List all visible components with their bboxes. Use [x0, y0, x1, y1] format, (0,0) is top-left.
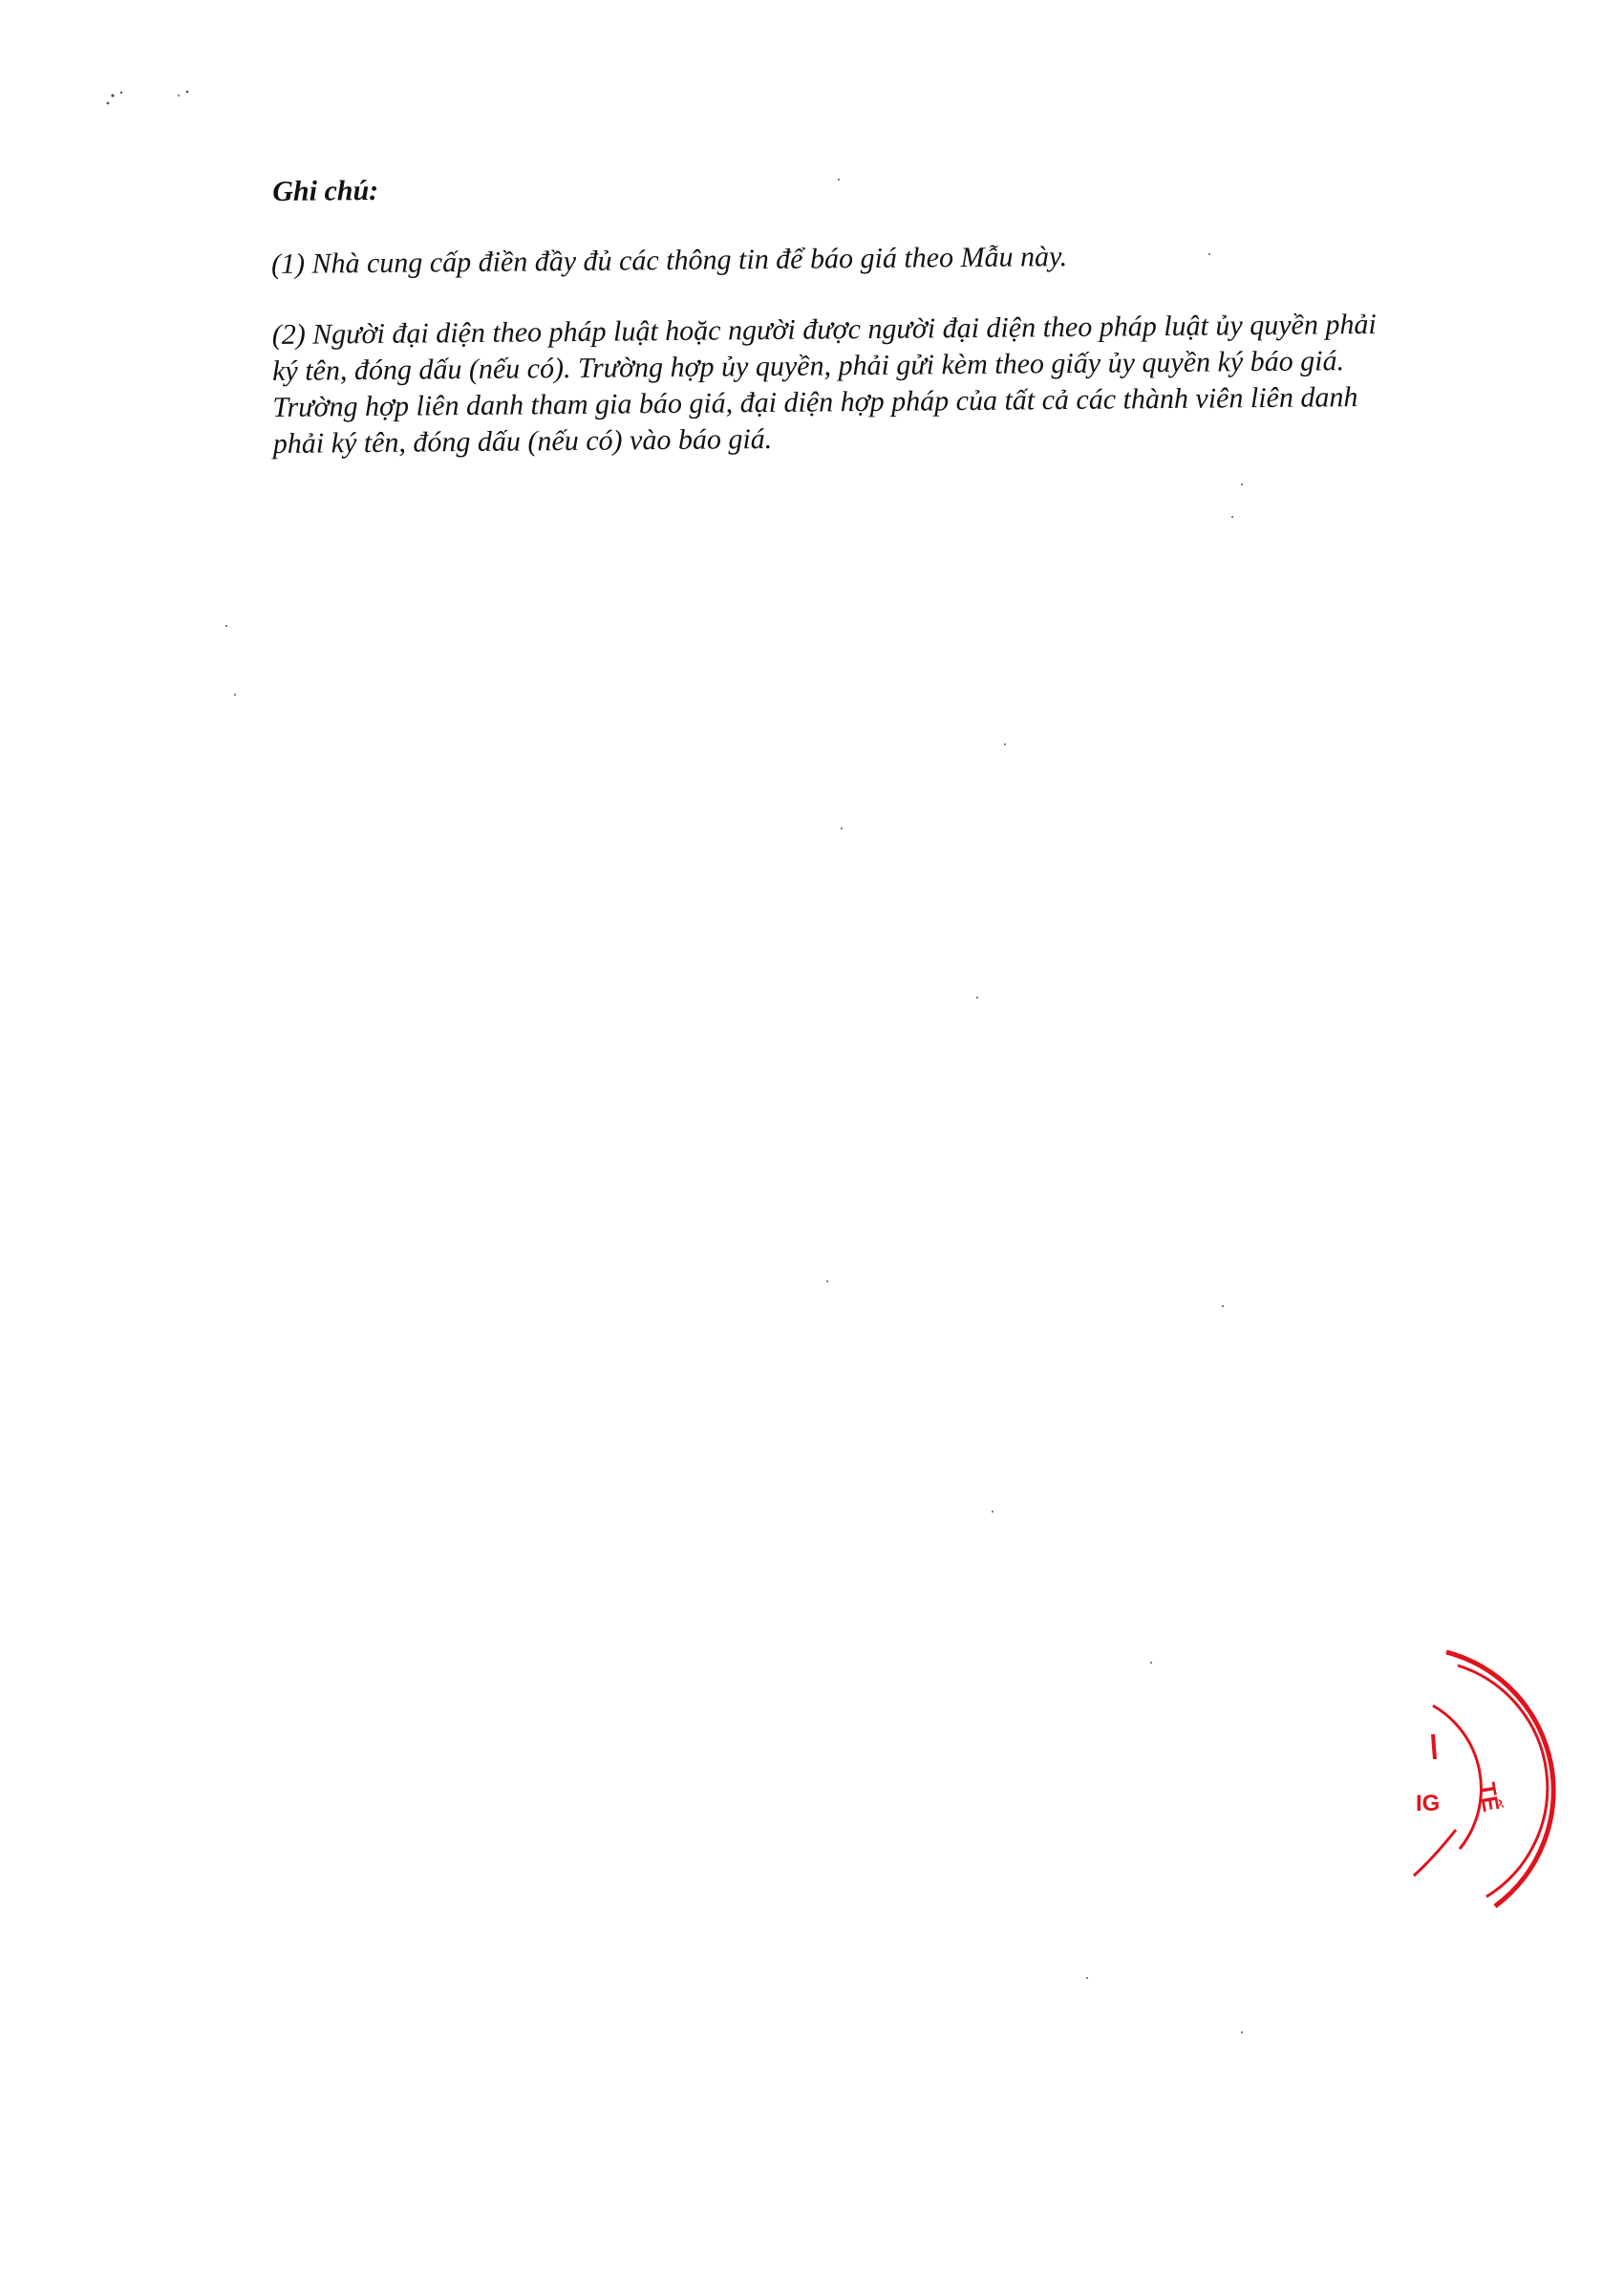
seal-text-fragment: TẾ [1473, 1780, 1505, 1815]
notes-section [270, 151, 1506, 497]
seal-text-fragment: IG [1416, 1791, 1441, 1816]
note-2 [272, 306, 1506, 462]
note-2-line: phải ký tên, đóng dấu (nếu có) vào báo giá. [272, 422, 773, 460]
notes-title: Ghi chú: [272, 174, 379, 207]
note-2-line: Trường hợp liên danh tham gia báo giá, đại diện hợp pháp của tất cả các thành viên liên danh [272, 381, 1358, 423]
note-1 [271, 235, 1504, 283]
note-2-line: (2) Người đại diện theo pháp luật hoặc người được người đại diện theo pháp luật ủy quyền phải [271, 308, 1377, 351]
note-1-text: (1) Nhà cung cấp điền đầy đủ các thông tin để báo giá theo Mẫu này. [270, 240, 1068, 280]
company-seal-stamp [1376, 1639, 1624, 1925]
note-2-line: ký tên, đóng dấu (nếu có). Trường hợp ủy quyền, phải gửi kèm theo giấy ủy quyền ký báo giá. [271, 345, 1345, 387]
